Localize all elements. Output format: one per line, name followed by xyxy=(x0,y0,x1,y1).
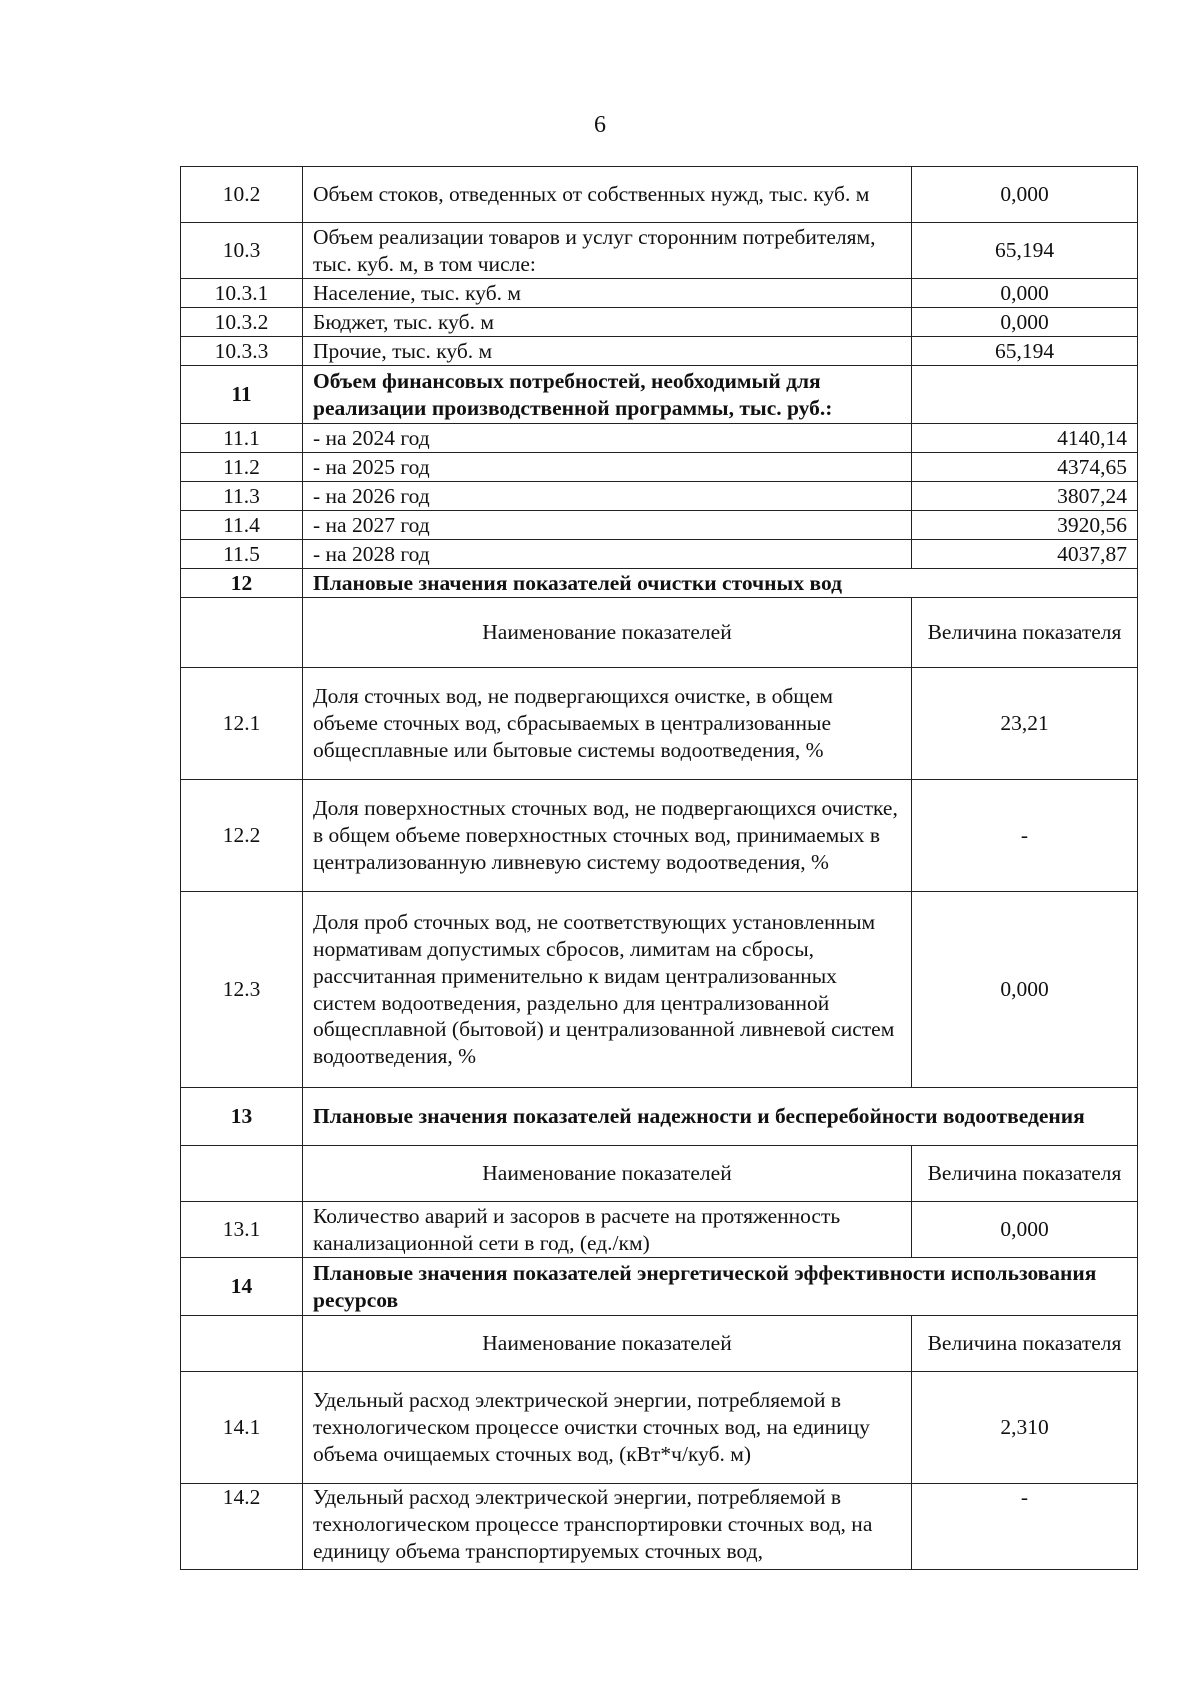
row-name: Население, тыс. куб. м xyxy=(303,279,912,308)
row-value: 4374,65 xyxy=(912,453,1138,482)
section-number: 14 xyxy=(181,1258,303,1316)
row-number: 14.1 xyxy=(181,1372,303,1484)
section-row xyxy=(181,1088,1138,1146)
row-number: 14.2 xyxy=(181,1484,303,1570)
table-row xyxy=(181,453,1138,482)
row-number: 13.1 xyxy=(181,1202,303,1258)
row-value: 65,194 xyxy=(912,337,1138,366)
empty-cell xyxy=(181,1316,303,1372)
column-header-name: Наименование показателей xyxy=(303,1146,912,1202)
table-row xyxy=(181,511,1138,540)
row-number: 11.5 xyxy=(181,540,303,569)
section-title: Объем финансовых потребностей, необходимый для реализации производственной программы, тыс. руб.: xyxy=(303,366,912,424)
row-name: - на 2027 год xyxy=(303,511,912,540)
section-row xyxy=(181,569,1138,598)
row-name: Прочие, тыс. куб. м xyxy=(303,337,912,366)
table-row xyxy=(181,308,1138,337)
row-name: Доля поверхностных сточных вод, не подвергающихся очистке, в общем объеме поверхностных сточных вод, принимаемых в централизованную ливневую систему водоотведения, % xyxy=(303,780,912,892)
row-value: 4037,87 xyxy=(912,540,1138,569)
row-number: 10.3.2 xyxy=(181,308,303,337)
table-row xyxy=(181,1484,1138,1570)
row-value: 3807,24 xyxy=(912,482,1138,511)
row-name: Количество аварий и засоров в расчете на протяженность канализационной сети в год, (ед./км) xyxy=(303,1202,912,1258)
section-row xyxy=(181,1258,1138,1316)
table-row xyxy=(181,668,1138,780)
row-name: Доля проб сточных вод, не соответствующих установленным нормативам допустимых сбросов, лимитам на сбросы, рассчитанная применительно к видам централизованных систем водоотведения, раздельно для централизованной общесплавной (бытовой) и централизованной ливневой систем водоотведения, % xyxy=(303,892,912,1088)
row-name: Объем стоков, отведенных от собственных нужд, тыс. куб. м xyxy=(303,167,912,223)
row-value: 3920,56 xyxy=(912,511,1138,540)
section-title: Плановые значения показателей очистки сточных вод xyxy=(303,569,1138,598)
row-value: 0,000 xyxy=(912,308,1138,337)
row-name: - на 2024 год xyxy=(303,424,912,453)
row-number: 11.1 xyxy=(181,424,303,453)
row-value: 0,000 xyxy=(912,167,1138,223)
section-number: 11 xyxy=(181,366,303,424)
column-header-row xyxy=(181,1146,1138,1202)
row-value: 2,310 xyxy=(912,1372,1138,1484)
column-header-value: Величина показателя xyxy=(912,1146,1138,1202)
row-name: Удельный расход электрической энергии, потребляемой в технологическом процессе очистки сточных вод, на единицу объема очищаемых сточных вод, (кВт*ч/куб. м) xyxy=(303,1372,912,1484)
row-value: - xyxy=(912,780,1138,892)
table-row xyxy=(181,167,1138,223)
row-value: - xyxy=(912,1484,1138,1570)
row-value: 4140,14 xyxy=(912,424,1138,453)
column-header-row xyxy=(181,598,1138,668)
table-row xyxy=(181,482,1138,511)
table-row xyxy=(181,223,1138,279)
indicators-table xyxy=(180,166,1138,1570)
row-number: 12.1 xyxy=(181,668,303,780)
section-row xyxy=(181,366,1138,424)
section-title: Плановые значения показателей надежности и бесперебойности водоотведения xyxy=(303,1088,1138,1146)
column-header-name: Наименование показателей xyxy=(303,598,912,668)
row-number: 11.4 xyxy=(181,511,303,540)
row-value: 0,000 xyxy=(912,892,1138,1088)
row-number: 11.3 xyxy=(181,482,303,511)
empty-cell xyxy=(181,598,303,668)
table-row xyxy=(181,337,1138,366)
page-number: 6 xyxy=(594,112,606,138)
row-value: 23,21 xyxy=(912,668,1138,780)
column-header-row xyxy=(181,1316,1138,1372)
row-value xyxy=(912,366,1138,424)
row-name: Объем реализации товаров и услуг сторонним потребителям, тыс. куб. м, в том числе: xyxy=(303,223,912,279)
column-header-value: Величина показателя xyxy=(912,1316,1138,1372)
row-number: 10.3.3 xyxy=(181,337,303,366)
row-name: - на 2028 год xyxy=(303,540,912,569)
row-number: 12.3 xyxy=(181,892,303,1088)
empty-cell xyxy=(181,1146,303,1202)
row-number: 12.2 xyxy=(181,780,303,892)
row-number: 11.2 xyxy=(181,453,303,482)
row-name: Удельный расход электрической энергии, потребляемой в технологическом процессе транспортировки сточных вод, на единицу объема транспортируемых сточных вод, xyxy=(303,1484,912,1570)
column-header-name: Наименование показателей xyxy=(303,1316,912,1372)
row-name: - на 2025 год xyxy=(303,453,912,482)
table-row xyxy=(181,780,1138,892)
row-number: 10.2 xyxy=(181,167,303,223)
section-number: 12 xyxy=(181,569,303,598)
section-title: Плановые значения показателей энергетической эффективности использования ресурсов xyxy=(303,1258,1138,1316)
row-name: Бюджет, тыс. куб. м xyxy=(303,308,912,337)
column-header-value: Величина показателя xyxy=(912,598,1138,668)
table-row xyxy=(181,424,1138,453)
table-row xyxy=(181,1372,1138,1484)
row-name: Доля сточных вод, не подвергающихся очистке, в общем объеме сточных вод, сбрасываемых в централизованные общесплавные или бытовые системы водоотведения, % xyxy=(303,668,912,780)
row-number: 10.3.1 xyxy=(181,279,303,308)
table-row xyxy=(181,540,1138,569)
section-number: 13 xyxy=(181,1088,303,1146)
table-row xyxy=(181,892,1138,1088)
row-name: - на 2026 год xyxy=(303,482,912,511)
table-row xyxy=(181,279,1138,308)
row-number: 10.3 xyxy=(181,223,303,279)
row-value: 0,000 xyxy=(912,279,1138,308)
table-row xyxy=(181,1202,1138,1258)
row-value: 65,194 xyxy=(912,223,1138,279)
row-value: 0,000 xyxy=(912,1202,1138,1258)
